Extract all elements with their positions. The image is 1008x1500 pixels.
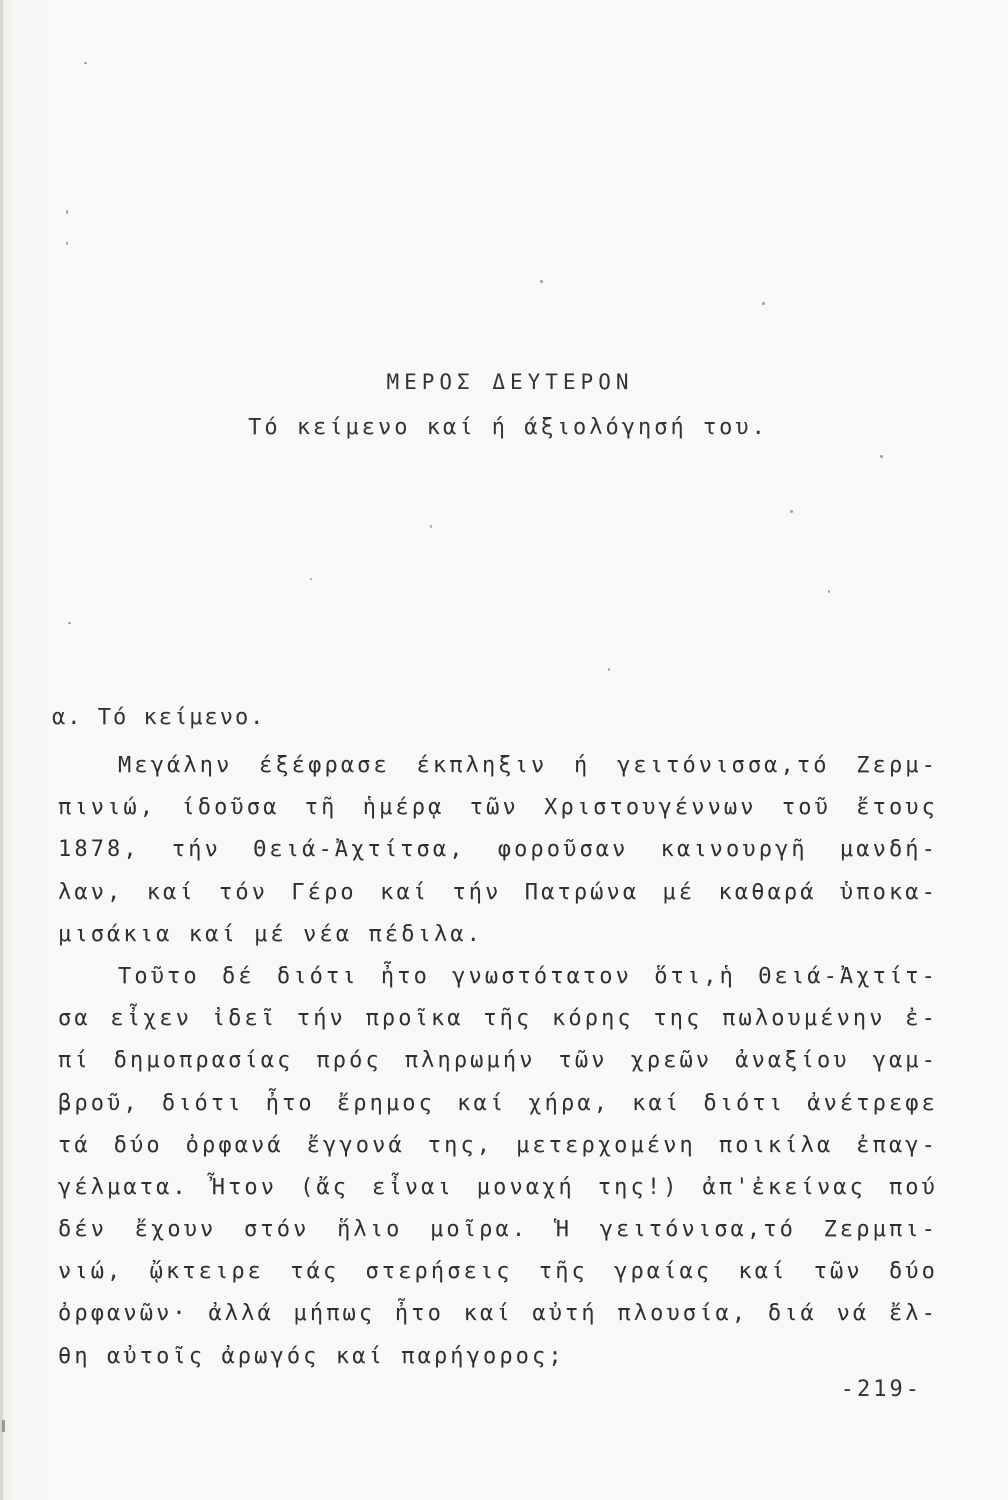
text-line: ὀρφανῶν· ἀλλά μήπως ἦτο καί αὐτή πλουσία, διά νά ἔλ- bbox=[58, 1301, 938, 1327]
text-line: τά δύο ὀρφανά ἔγγονά της, μετερχομένη ποικίλα ἐπαγ- bbox=[58, 1132, 938, 1158]
scan-speck bbox=[2, 1420, 5, 1432]
scan-speck bbox=[762, 302, 765, 305]
text-line: δέν ἔχουν στόν ἥλιο μοῖρα. Ἡ γειτόνισα,τό Ζερμπι- bbox=[58, 1217, 938, 1243]
scan-speck bbox=[828, 590, 830, 593]
page-edge-shadow bbox=[0, 0, 3, 1500]
subtitle: Τό κείμενο καί ή άξιολόγησή του. bbox=[248, 415, 768, 440]
page-number: -219- bbox=[840, 1377, 922, 1402]
scan-speck bbox=[66, 210, 68, 214]
text-line: νιώ, ᾤκτειρε τάς στερήσεις τῆς γραίας καί τῶν δύο bbox=[58, 1259, 938, 1285]
text-line: πινιώ, ίδοῦσα τῆ ἡμέρᾳ τῶν Χριστουγέννων τοῦ ἔτους bbox=[58, 795, 938, 821]
text-line: πί δημοπρασίας πρός πληρωμήν τῶν χρεῶν ἀναξίου γαμ- bbox=[58, 1048, 938, 1074]
text-line: λαν, καί τόν Γέρο καί τήν Πατρώνα μέ καθαρά ὑποκα- bbox=[58, 879, 938, 905]
part-title: ΜΕΡΟΣ ΔΕΥΤΕΡΟΝ bbox=[386, 370, 634, 394]
text-line: βροῦ, διότι ἦτο ἔρημος καί χήρα, καί διότι ἀνέτρεφε bbox=[58, 1090, 938, 1116]
scan-speck bbox=[430, 525, 432, 528]
text-line: 1878, τήν Θειά-Ἀχτίτσα, φοροῦσαν καινουργῆ μανδή- bbox=[58, 837, 938, 863]
text-line: θη αὐτοῖς ἀρωγός καί παρήγορος; bbox=[58, 1343, 565, 1369]
body-text bbox=[58, 745, 938, 1378]
text-line: σα εἶχεν ἰδεῖ τήν προῖκα τῆς κόρης της πωλουμένην ἐ- bbox=[58, 1006, 938, 1032]
section-heading: α. Τό κείμενο. bbox=[52, 705, 266, 730]
scan-speck bbox=[84, 62, 87, 64]
text-line: Μεγάλην έξέφρασε έκπληξιν ή γειτόνισσα,τό Ζερμ- bbox=[118, 753, 938, 778]
scan-speck bbox=[310, 578, 312, 580]
text-line: Τοῦτο δέ διότι ἦτο γνωστότατον ὅτι,ἡ Θειά-Ἀχτίτ- bbox=[118, 963, 938, 989]
scan-speck bbox=[608, 668, 610, 671]
scan-speck bbox=[880, 455, 883, 458]
scan-speck bbox=[68, 622, 71, 624]
text-line: μισάκια καί μέ νέα πέδιλα. bbox=[58, 921, 483, 947]
text-line: γέλματα. Ἦτον (ἄς εἶναι μοναχή της!) ἀπ'ἐκείνας πού bbox=[58, 1174, 938, 1200]
scan-speck bbox=[66, 242, 68, 245]
scan-speck bbox=[790, 510, 793, 513]
scan-speck bbox=[540, 280, 543, 283]
